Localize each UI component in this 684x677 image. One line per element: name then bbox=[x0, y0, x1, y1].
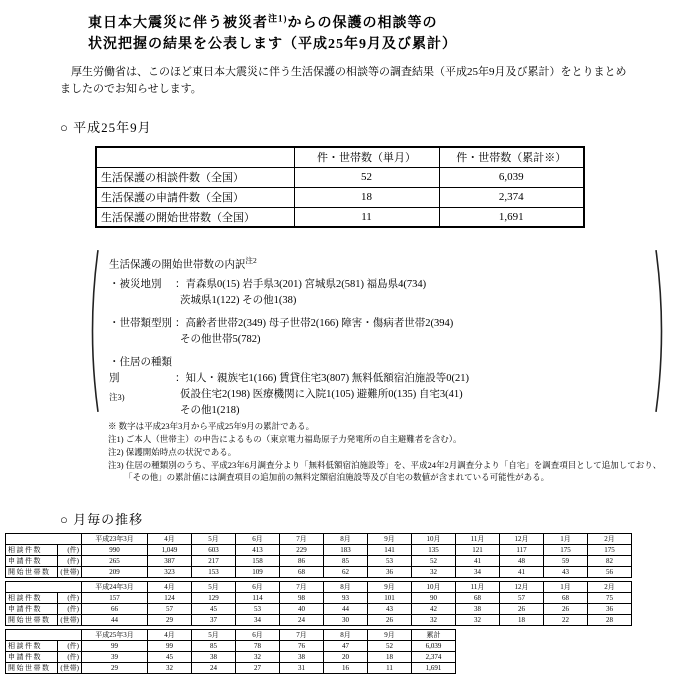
cell-value: 36 bbox=[588, 604, 632, 615]
row-unit: (件) bbox=[58, 604, 82, 615]
section-heading-trend: ○ 月毎の推移 bbox=[60, 512, 144, 527]
cell-value: 40 bbox=[280, 604, 324, 615]
month-header: 12月 bbox=[500, 534, 544, 545]
cell-value: 43 bbox=[368, 604, 412, 615]
cell-value: 603 bbox=[192, 545, 236, 556]
month-header: 9月 bbox=[368, 630, 412, 641]
summary-header-row bbox=[96, 147, 584, 167]
month-header: 4月 bbox=[148, 630, 192, 641]
month-header: 8月 bbox=[324, 582, 368, 593]
cell-value: 1,691 bbox=[412, 663, 456, 674]
cell-value: 34 bbox=[456, 567, 500, 578]
cell-value: 101 bbox=[368, 593, 412, 604]
table-row bbox=[6, 567, 632, 578]
cell-value: 68 bbox=[456, 593, 500, 604]
cell-value: 43 bbox=[544, 567, 588, 578]
summary-table bbox=[95, 146, 585, 228]
breakdown-line: 注3) 仮設住宅2(198) 医療機関に入院1(105) 避難所0(135) 自宅3(41) bbox=[109, 387, 648, 403]
row-unit: (件) bbox=[58, 593, 82, 604]
month-header: 2月 bbox=[588, 534, 632, 545]
cell-value: 32 bbox=[236, 652, 280, 663]
cell-value: 44 bbox=[324, 604, 368, 615]
cell-value: 135 bbox=[412, 545, 456, 556]
cell-value: 59 bbox=[544, 556, 588, 567]
cell-value: 36 bbox=[368, 567, 412, 578]
cell-value: 53 bbox=[368, 556, 412, 567]
month-header: 平成24年3月 bbox=[82, 582, 148, 593]
breakdown-line: その他1(218) bbox=[180, 404, 240, 416]
page-title bbox=[88, 8, 457, 55]
cell-value: 75 bbox=[588, 593, 632, 604]
row-unit: (件) bbox=[58, 641, 82, 652]
cell-value: 52 bbox=[368, 641, 412, 652]
cell-value: 98 bbox=[280, 593, 324, 604]
cell-value: 48 bbox=[500, 556, 544, 567]
cell-value: 45 bbox=[192, 604, 236, 615]
cell-value: 57 bbox=[500, 593, 544, 604]
cell-value: 32 bbox=[148, 663, 192, 674]
cell-value: 109 bbox=[236, 567, 280, 578]
cell-value: 124 bbox=[148, 593, 192, 604]
cell-value: 34 bbox=[236, 615, 280, 626]
cell-value: 99 bbox=[82, 641, 148, 652]
row-label: 生活保護の申請件数（全国） bbox=[96, 187, 294, 207]
row-unit: (件) bbox=[58, 545, 82, 556]
cell-value: 52 bbox=[412, 556, 456, 567]
cell-value: 6,039 bbox=[412, 641, 456, 652]
cell-value: 1,049 bbox=[148, 545, 192, 556]
cell-value: 85 bbox=[324, 556, 368, 567]
monthly-table bbox=[5, 581, 632, 626]
cell-value: 53 bbox=[236, 604, 280, 615]
month-header: 6月 bbox=[236, 534, 280, 545]
breakdown-title: 生活保護の開始世帯数の内訳$^{注2}$ bbox=[109, 256, 257, 271]
breakdown-line: 茨城県1(122) その他1(38) bbox=[180, 294, 297, 306]
month-header: 5月 bbox=[192, 630, 236, 641]
month-header-row bbox=[6, 630, 456, 641]
row-label: 開始世帯数 bbox=[6, 615, 58, 626]
cell-value: 47 bbox=[324, 641, 368, 652]
note2-ref: 注2 bbox=[245, 256, 257, 265]
table-row bbox=[6, 663, 456, 674]
cell-value: 28 bbox=[588, 615, 632, 626]
cell-value: 413 bbox=[236, 545, 280, 556]
cell-value: 78 bbox=[236, 641, 280, 652]
cell-value: 57 bbox=[148, 604, 192, 615]
cell-cumulative: 1,691 bbox=[439, 207, 584, 227]
cell-value: 90 bbox=[412, 593, 456, 604]
breakdown-item-disaster-area bbox=[109, 277, 648, 309]
cell-cumulative: 6,039 bbox=[439, 167, 584, 187]
cell-value: 11 bbox=[368, 663, 412, 674]
title-line1: 東日本大震災に伴う被災者$^{注1)}$からの保護の相談等の bbox=[88, 13, 438, 31]
cell-value: 26 bbox=[500, 604, 544, 615]
month-header: 9月 bbox=[368, 534, 412, 545]
cell-value: 32 bbox=[456, 615, 500, 626]
cell-value: 32 bbox=[412, 567, 456, 578]
cell-value: 175 bbox=[588, 545, 632, 556]
cell-value: 153 bbox=[192, 567, 236, 578]
row-label: 開始世帯数 bbox=[6, 663, 58, 674]
breakdown-line: ・世帯類型別 ：高齢者世帯2(349) 母子世帯2(166) 障害・傷病者世帯2(394) bbox=[109, 317, 454, 329]
month-header: 1月 bbox=[544, 534, 588, 545]
cell-value: 44 bbox=[82, 615, 148, 626]
cell-value: 2,374 bbox=[412, 652, 456, 663]
month-header: 5月 bbox=[192, 582, 236, 593]
table-row bbox=[6, 556, 632, 567]
cell-value: 29 bbox=[82, 663, 148, 674]
table-row bbox=[96, 167, 584, 187]
cell-value: 37 bbox=[192, 615, 236, 626]
cell-monthly: 18 bbox=[294, 187, 439, 207]
breakdown-item-household-type bbox=[109, 316, 648, 348]
right-bracket bbox=[654, 248, 668, 414]
monthly-table bbox=[5, 533, 632, 578]
cell-value: 24 bbox=[192, 663, 236, 674]
cell-value: 121 bbox=[456, 545, 500, 556]
summary-col-monthly: 件・世帯数（単月） bbox=[294, 147, 439, 167]
cell-value: 32 bbox=[412, 615, 456, 626]
table-row bbox=[6, 545, 632, 556]
month-header: 平成23年3月 bbox=[82, 534, 148, 545]
row-label: 申請件数 bbox=[6, 604, 58, 615]
row-unit: (世帯) bbox=[58, 567, 82, 578]
row-label: 相談件数 bbox=[6, 641, 58, 652]
table-row bbox=[6, 641, 456, 652]
cell-value: 990 bbox=[82, 545, 148, 556]
section-heading-month: ○ 平成25年9月 bbox=[60, 120, 152, 135]
table-row bbox=[6, 593, 632, 604]
cell-value: 24 bbox=[280, 615, 324, 626]
month-header: 11月 bbox=[456, 582, 500, 593]
cell-value: 41 bbox=[500, 567, 544, 578]
cell-value: 129 bbox=[192, 593, 236, 604]
row-unit: (件) bbox=[58, 556, 82, 567]
month-header: 2月 bbox=[588, 582, 632, 593]
month-header-row bbox=[6, 582, 632, 593]
table-row bbox=[6, 604, 632, 615]
cell-monthly: 11 bbox=[294, 207, 439, 227]
month-header: 7月 bbox=[280, 630, 324, 641]
month-header: 10月 bbox=[412, 582, 456, 593]
month-header: 11月 bbox=[456, 534, 500, 545]
cell-value: 41 bbox=[456, 556, 500, 567]
cell-value: 38 bbox=[192, 652, 236, 663]
cell-value: 16 bbox=[324, 663, 368, 674]
cell-value: 26 bbox=[368, 615, 412, 626]
month-header: 4月 bbox=[148, 582, 192, 593]
corner-cell bbox=[6, 630, 82, 641]
month-header: 5月 bbox=[192, 534, 236, 545]
month-header: 4月 bbox=[148, 534, 192, 545]
summary-corner-cell bbox=[96, 147, 294, 167]
table-row bbox=[6, 615, 632, 626]
title-line2: 状況把握の結果を公表します（平成25年9月及び累計） bbox=[88, 36, 457, 52]
intro-paragraph: 厚生労働省は、このほど東日本大震災に伴う生活保護の相談等の調査結果（平成25年9月及び累計）をとりまとめましたのでお知らせします。 bbox=[60, 66, 627, 95]
breakdown-line: その他世帯5(782) bbox=[180, 333, 261, 345]
month-header: 7月 bbox=[280, 534, 324, 545]
table-row bbox=[96, 187, 584, 207]
breakdown-content bbox=[100, 248, 654, 414]
month-header: 8月 bbox=[324, 534, 368, 545]
cell-value: 42 bbox=[412, 604, 456, 615]
cell-value: 68 bbox=[544, 593, 588, 604]
month-header: 12月 bbox=[500, 582, 544, 593]
note3-ref: 注3) bbox=[109, 391, 125, 402]
cell-value: 387 bbox=[148, 556, 192, 567]
note-3: 注3) 住居の種類別のうち、平成23年6月調査分より「無料低額宿泊施設等」を、平成24年2月調査分より「自宅」を調査項目として追加しており、「その他」の累計値には調査項目の追加前の無料定額宿泊施設等及び自宅の数値が含まれている可能性がある。 bbox=[108, 460, 662, 482]
cell-value: 158 bbox=[236, 556, 280, 567]
cell-value: 27 bbox=[236, 663, 280, 674]
left-bracket bbox=[86, 248, 100, 414]
cell-value: 38 bbox=[456, 604, 500, 615]
row-label: 生活保護の開始世帯数（全国） bbox=[96, 207, 294, 227]
cell-value: 85 bbox=[192, 641, 236, 652]
footnotes bbox=[108, 420, 670, 484]
cell-value: 114 bbox=[236, 593, 280, 604]
breakdown-box bbox=[86, 248, 668, 414]
row-unit: (世帯) bbox=[58, 615, 82, 626]
row-label: 相談件数 bbox=[6, 593, 58, 604]
cell-value: 117 bbox=[500, 545, 544, 556]
cell-value: 18 bbox=[368, 652, 412, 663]
month-header: 平成25年3月 bbox=[82, 630, 148, 641]
month-header: 8月 bbox=[324, 630, 368, 641]
month-header: 累計 bbox=[412, 630, 456, 641]
breakdown-line: ・住居の種類別 ：知人・親族宅1(166) 賃貸住宅3(807) 無料低額宿泊施設等0(21) bbox=[109, 356, 469, 384]
cell-value: 38 bbox=[280, 652, 324, 663]
note1-ref: 注1) bbox=[268, 13, 288, 23]
cell-value: 62 bbox=[324, 567, 368, 578]
cell-value: 76 bbox=[280, 641, 324, 652]
row-label: 開始世帯数 bbox=[6, 567, 58, 578]
note-1: 注1) ご本人（世帯主）の申告によるもの（東京電力福島原子力発電所の自主避難者を含む）。 bbox=[108, 434, 462, 444]
month-header: 1月 bbox=[544, 582, 588, 593]
cell-value: 18 bbox=[500, 615, 544, 626]
month-header: 10月 bbox=[412, 534, 456, 545]
table-row bbox=[96, 207, 584, 227]
row-label: 申請件数 bbox=[6, 652, 58, 663]
cell-value: 56 bbox=[588, 567, 632, 578]
month-header: 7月 bbox=[280, 582, 324, 593]
month-header: 9月 bbox=[368, 582, 412, 593]
cell-value: 31 bbox=[280, 663, 324, 674]
cell-value: 323 bbox=[148, 567, 192, 578]
corner-cell bbox=[6, 534, 82, 545]
cell-value: 265 bbox=[82, 556, 148, 567]
cell-value: 209 bbox=[82, 567, 148, 578]
cell-value: 29 bbox=[148, 615, 192, 626]
cell-value: 68 bbox=[280, 567, 324, 578]
cell-value: 66 bbox=[82, 604, 148, 615]
cell-value: 229 bbox=[280, 545, 324, 556]
cell-value: 26 bbox=[544, 604, 588, 615]
cell-value: 82 bbox=[588, 556, 632, 567]
table-row bbox=[6, 652, 456, 663]
cell-value: 22 bbox=[544, 615, 588, 626]
note-2: 注2) 保護開始時点の状況である。 bbox=[108, 447, 237, 457]
cell-value: 175 bbox=[544, 545, 588, 556]
monthly-table bbox=[5, 629, 456, 674]
cell-value: 39 bbox=[82, 652, 148, 663]
summary-col-cumulative: 件・世帯数（累計※） bbox=[439, 147, 584, 167]
monthly-tables bbox=[5, 533, 632, 677]
row-label: 申請件数 bbox=[6, 556, 58, 567]
cell-value: 30 bbox=[324, 615, 368, 626]
row-unit: (世帯) bbox=[58, 663, 82, 674]
cell-value: 141 bbox=[368, 545, 412, 556]
corner-cell bbox=[6, 582, 82, 593]
cell-value: 86 bbox=[280, 556, 324, 567]
cell-value: 99 bbox=[148, 641, 192, 652]
note-asterisk: ※ 数字は平成23年3月から平成25年9月の累計である。 bbox=[108, 421, 315, 431]
breakdown-item-housing-type bbox=[109, 355, 648, 419]
cell-value: 93 bbox=[324, 593, 368, 604]
cell-cumulative: 2,374 bbox=[439, 187, 584, 207]
cell-value: 217 bbox=[192, 556, 236, 567]
month-header: 6月 bbox=[236, 630, 280, 641]
cell-value: 157 bbox=[82, 593, 148, 604]
breakdown-line: ・被災地別 ：青森県0(15) 岩手県3(201) 宮城県2(581) 福島県4(734) bbox=[109, 278, 427, 290]
cell-value: 20 bbox=[324, 652, 368, 663]
row-unit: (件) bbox=[58, 652, 82, 663]
month-header: 6月 bbox=[236, 582, 280, 593]
month-header-row bbox=[6, 534, 632, 545]
cell-value: 183 bbox=[324, 545, 368, 556]
row-label: 生活保護の相談件数（全国） bbox=[96, 167, 294, 187]
cell-monthly: 52 bbox=[294, 167, 439, 187]
row-label: 相談件数 bbox=[6, 545, 58, 556]
cell-value: 45 bbox=[148, 652, 192, 663]
